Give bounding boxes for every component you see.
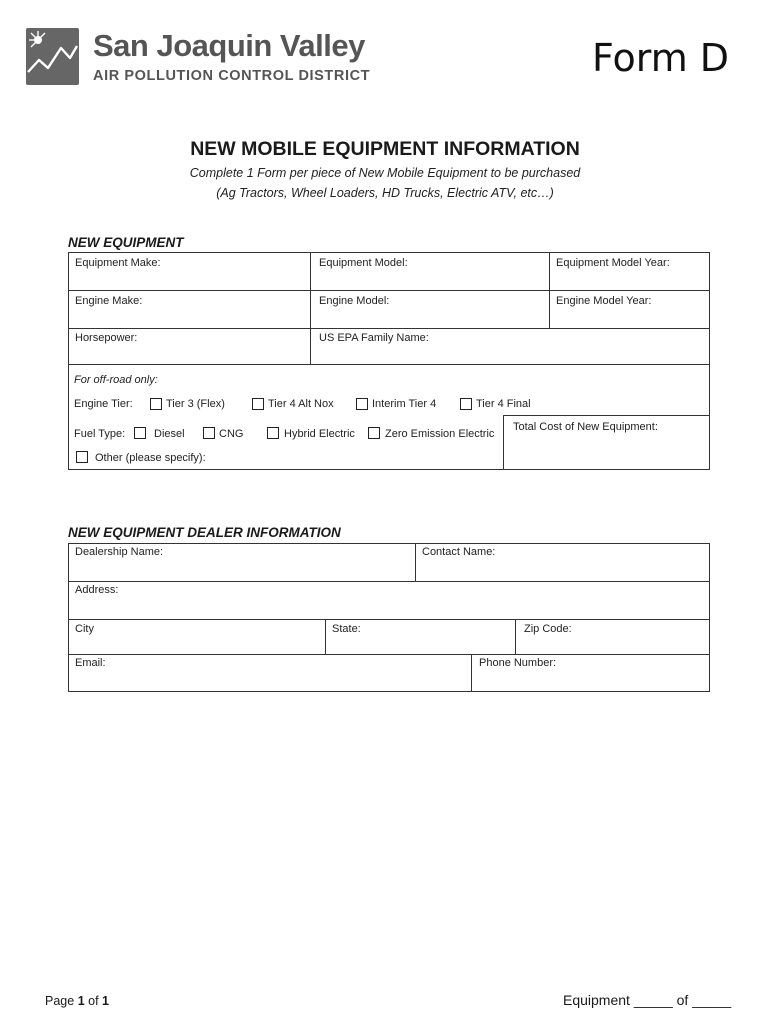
field-label: Engine Model Year:	[556, 295, 652, 307]
other-fuel-checkbox[interactable]	[76, 451, 88, 463]
engine-model-year-field[interactable]	[549, 290, 710, 329]
field-label: Total Cost of New Equipment:	[513, 421, 658, 433]
field-label: City	[75, 623, 94, 635]
field-label: Phone Number:	[479, 657, 557, 669]
engine-make-field[interactable]	[68, 290, 311, 329]
field-label: Engine Model:	[319, 295, 390, 307]
checkbox-label: Zero Emission Electric	[385, 428, 495, 440]
email-field[interactable]	[68, 654, 472, 692]
checkbox-label: Tier 4 Final	[476, 398, 531, 410]
interim-tier-4-checkbox[interactable]	[356, 398, 368, 410]
section-heading-new-equipment: NEW EQUIPMENT	[68, 235, 184, 250]
horsepower-field[interactable]	[68, 328, 311, 365]
org-name: San Joaquin Valley	[93, 28, 365, 63]
total-cost-field[interactable]	[503, 415, 710, 470]
field-label: Equipment Make:	[75, 257, 161, 269]
page-current: 1	[77, 994, 85, 1008]
checkbox-label: Tier 4 Alt Nox	[268, 398, 334, 410]
org-subtitle: AIR POLLUTION CONTROL DISTRICT	[93, 68, 371, 84]
field-label: Dealership Name:	[75, 546, 164, 558]
checkbox-label: Tier 3 (Flex)	[166, 398, 225, 410]
contact-name-field[interactable]	[415, 543, 710, 582]
zero-emission-electric-checkbox[interactable]	[368, 427, 380, 439]
phone-number-field[interactable]	[471, 654, 710, 692]
engine-model-field[interactable]	[310, 290, 550, 329]
diesel-checkbox[interactable]	[134, 427, 146, 439]
field-label: Email:	[75, 657, 106, 669]
field-label: Contact Name:	[422, 546, 496, 558]
page-number	[45, 994, 109, 1008]
zip-code-field[interactable]	[515, 619, 710, 655]
field-label: US EPA Family Name:	[319, 332, 429, 344]
page-total: 1	[102, 994, 109, 1008]
checkbox-label: Interim Tier 4	[372, 398, 437, 410]
page-title: NEW MOBILE EQUIPMENT INFORMATION	[190, 138, 580, 160]
field-label: Address:	[75, 584, 119, 596]
fuel-type-label: Fuel Type:	[74, 428, 126, 440]
equipment-make-field[interactable]	[68, 252, 311, 291]
field-label: Engine Make:	[75, 295, 143, 307]
field-label: Equipment Model:	[319, 257, 408, 269]
field-label: State:	[332, 623, 361, 635]
hybrid-electric-checkbox[interactable]	[267, 427, 279, 439]
section-heading-dealer-info: NEW EQUIPMENT DEALER INFORMATION	[68, 525, 341, 540]
city-field[interactable]	[68, 619, 326, 655]
state-field[interactable]	[325, 619, 516, 655]
equipment-model-field[interactable]	[310, 252, 550, 291]
tier-3-flex-checkbox[interactable]	[150, 398, 162, 410]
tier-4-alt-nox-checkbox[interactable]	[252, 398, 264, 410]
mountain-sun-logo-icon	[26, 28, 79, 85]
field-label: Equipment Model Year:	[556, 257, 670, 269]
equipment-model-year-field[interactable]	[549, 252, 710, 291]
instruction-line: (Ag Tractors, Wheel Loaders, HD Trucks, Electric ATV, etc…)	[216, 186, 554, 200]
engine-tier-label: Engine Tier:	[74, 398, 133, 410]
checkbox-label: CNG	[219, 428, 244, 440]
checkbox-label: Hybrid Electric	[284, 428, 355, 440]
page-of: of	[88, 994, 99, 1008]
epa-family-name-field[interactable]	[310, 328, 710, 365]
checkbox-label: Other (please specify):	[95, 452, 206, 464]
tier-4-final-checkbox[interactable]	[460, 398, 472, 410]
checkbox-label: Diesel	[154, 428, 185, 440]
page-prefix: Page	[45, 994, 75, 1008]
address-field[interactable]	[68, 581, 710, 620]
dealership-name-field[interactable]	[68, 543, 416, 582]
instruction-line: Complete 1 Form per piece of New Mobile Equipment to be purchased	[189, 166, 581, 180]
offroad-note: For off-road only:	[74, 374, 158, 386]
cng-checkbox[interactable]	[203, 427, 215, 439]
field-label: Horsepower:	[75, 332, 138, 344]
field-label: Zip Code:	[524, 623, 572, 635]
form-label: Form D	[592, 36, 730, 80]
equipment-count: Equipment _____ of _____	[563, 992, 732, 1008]
